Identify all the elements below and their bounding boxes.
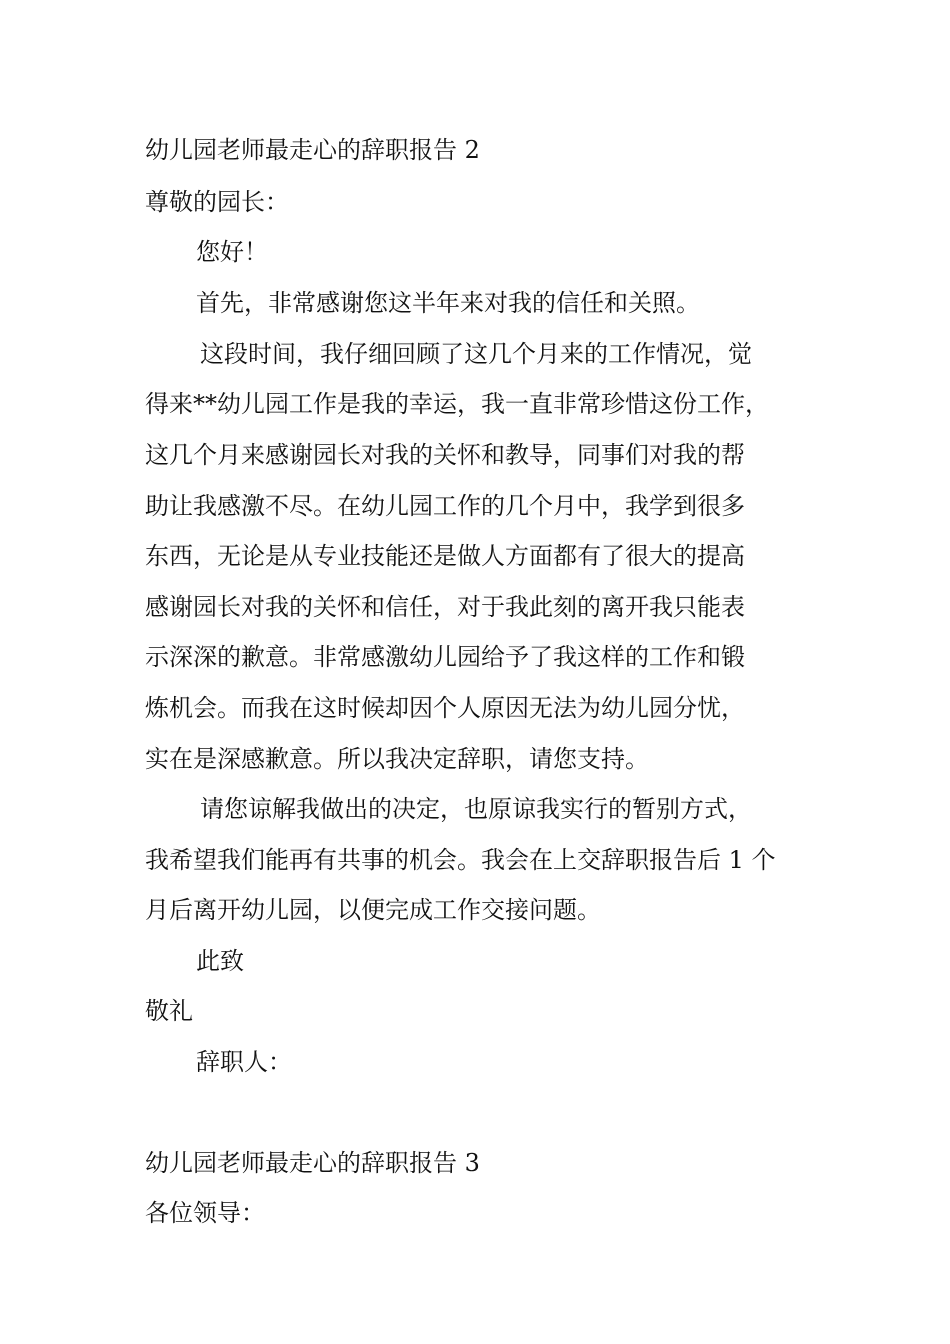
closing-jingli: 敬礼 xyxy=(145,997,193,1025)
paragraph-2-line: 炼机会。而我在这时候却因个人原因无法为幼儿园分忧， xyxy=(145,694,745,722)
paragraph-3-line: 我希望我们能再有共事的机会。我会在上交辞职报告后 1 个 xyxy=(145,846,776,874)
section-3-salutation: 各位领导： xyxy=(145,1199,265,1227)
section-3-title: 幼儿园老师最走心的辞职报告 3 xyxy=(145,1149,480,1177)
paragraph-2-line: 助让我感激不尽。在幼儿园工作的几个月中，我学到很多 xyxy=(145,492,745,520)
paragraph-2-line: 感谢园长对我的关怀和信任，对于我此刻的离开我只能表 xyxy=(145,593,745,621)
paragraph-2-line: 这几个月来感谢园长对我的关怀和教导，同事们对我的帮 xyxy=(145,441,745,469)
paragraph-2-line: 示深深的歉意。非常感激幼儿园给予了我这样的工作和锻 xyxy=(145,643,745,671)
paragraph-2-line: 这段时间，我仔细回顾了这几个月来的工作情况，觉 xyxy=(200,340,752,368)
paragraph-3-line: 请您谅解我做出的决定，也原谅我实行的暂别方式， xyxy=(200,795,752,823)
paragraph-1: 首先，非常感谢您这半年来对我的信任和关照。 xyxy=(196,289,700,317)
salutation: 尊敬的园长： xyxy=(145,188,289,216)
section-2-title: 幼儿园老师最走心的辞职报告 2 xyxy=(145,136,480,164)
paragraph-2-line: 实在是深感歉意。所以我决定辞职，请您支持。 xyxy=(145,745,649,773)
closing-cizhi: 此致 xyxy=(196,947,244,975)
paragraph-2-line: 东西，无论是从专业技能还是做人方面都有了很大的提高 xyxy=(145,542,745,570)
signer-label: 辞职人： xyxy=(196,1048,292,1076)
paragraph-2-line: 得来**幼儿园工作是我的幸运，我一直非常珍惜这份工作， xyxy=(145,390,769,418)
paragraph-3-line: 月后离开幼儿园，以便完成工作交接问题。 xyxy=(145,896,601,924)
greeting: 您好！ xyxy=(196,238,268,266)
